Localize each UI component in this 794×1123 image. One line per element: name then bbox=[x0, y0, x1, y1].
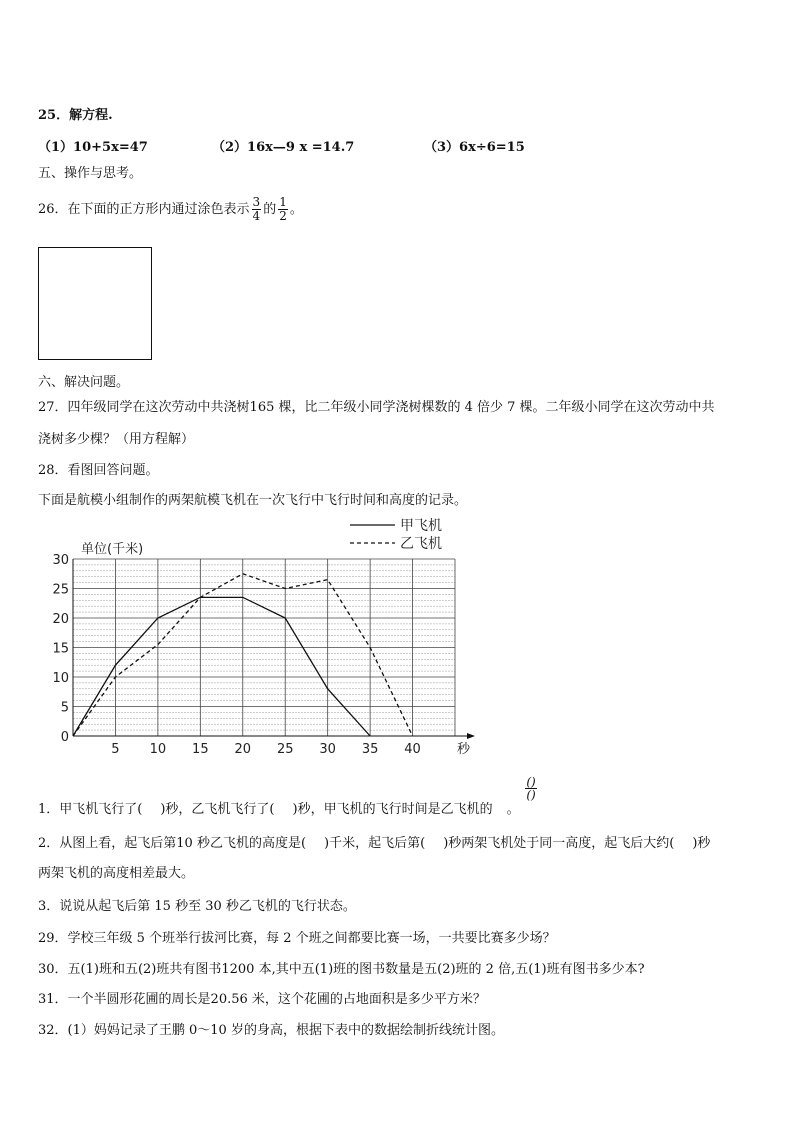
x-tick-label: 35 bbox=[361, 742, 379, 757]
q26-mid: 的 bbox=[263, 202, 277, 217]
q32: 32．(1）妈妈记录了王鹏 0～10 岁的身高，根据下表中的数据绘制折线统计图。 bbox=[38, 1023, 504, 1038]
q28-sub-2-part-d: )秒 bbox=[692, 836, 711, 851]
legend-label: 甲飞机 bbox=[400, 518, 442, 534]
fraction-numerator: 3 bbox=[252, 195, 261, 209]
q26-text bbox=[38, 196, 303, 223]
q28-sub-2-part-b: )千米，起飞后第( bbox=[324, 836, 426, 851]
coloring-square bbox=[38, 247, 152, 360]
x-axis-label: 秒 bbox=[457, 742, 471, 757]
x-tick-label: 25 bbox=[276, 742, 294, 757]
y-tick-label: 0 bbox=[60, 730, 69, 745]
blank-fraction-numerator: () bbox=[526, 775, 536, 789]
q25-title: 25．解方程. bbox=[38, 108, 113, 123]
fraction-three-quarters bbox=[252, 196, 262, 223]
q27-line-2: 浇树多少棵？（用方程解） bbox=[38, 432, 195, 447]
q25-equation-1: （1）10+5x=47 bbox=[38, 140, 148, 155]
q28-sub-1 bbox=[38, 798, 520, 817]
x-axis-arrow bbox=[467, 733, 475, 739]
y-tick-label: 20 bbox=[52, 612, 69, 627]
blank-fraction bbox=[525, 776, 537, 801]
fraction-denominator: 4 bbox=[252, 209, 261, 223]
flight-chart bbox=[40, 515, 490, 765]
q25-equation-3: （3）6x÷6=15 bbox=[424, 140, 525, 155]
y-tick-label: 5 bbox=[60, 700, 69, 716]
q28-sub-1-end: 。 bbox=[506, 802, 520, 817]
fraction-numerator: 1 bbox=[279, 195, 287, 209]
y-tick-label: 25 bbox=[52, 582, 69, 598]
q28-title: 28．看图回答问题。 bbox=[38, 463, 159, 478]
q29: 29．学校三年级 5 个班举行拔河比赛，每 2 个班之间都要比赛一场，一共要比赛多少场？ bbox=[38, 931, 556, 946]
q28-sub-2-line-1 bbox=[38, 832, 710, 851]
x-tick-label: 5 bbox=[111, 742, 120, 757]
blank-fraction-denominator: () bbox=[526, 788, 536, 802]
q26-prefix: 26．在下面的正方形内通过涂色表示 bbox=[38, 202, 250, 217]
q31: 31．一个半圆形花圃的周长是20.56 米，这个花圃的占地面积是多少平方米？ bbox=[38, 992, 486, 1007]
x-tick-label: 30 bbox=[319, 742, 336, 757]
y-tick-label: 30 bbox=[52, 553, 69, 568]
fraction-denominator: 2 bbox=[279, 209, 287, 223]
q28-sub-3: 3．说说从起飞后第 15 秒至 30 秒乙飞机的飞行状态。 bbox=[38, 899, 356, 914]
section-5-heading: 五、操作与思考。 bbox=[38, 166, 143, 181]
q28-sub-1-part-b: )秒，乙飞机飞行了( bbox=[160, 802, 275, 817]
legend-label: 乙飞机 bbox=[400, 536, 442, 552]
y-tick-label: 10 bbox=[52, 671, 69, 686]
x-tick-label: 20 bbox=[234, 742, 252, 757]
q28-sub-2-part-c: )秒两架飞机处于同一高度，起飞后大约( bbox=[443, 836, 675, 851]
x-tick-label: 40 bbox=[404, 742, 421, 757]
q25-equation-2: （2）16x—9 x =14.7 bbox=[212, 140, 355, 155]
q28-sub-1-part-a: 1．甲飞机飞行了( bbox=[38, 802, 143, 817]
q28-sub-1-part-c: )秒，甲飞机的飞行时间是乙飞机的 bbox=[292, 802, 493, 817]
q28-sub-2-part-a: 2．从图上看，起飞后第10 秒乙飞机的高度是( bbox=[38, 836, 307, 851]
y-tick-label: 15 bbox=[52, 641, 69, 657]
y-axis-label: 单位(千米) bbox=[81, 542, 144, 557]
section-6-heading: 六、解决问题。 bbox=[38, 375, 130, 390]
fraction-one-half bbox=[278, 196, 288, 223]
q27-line-1: 27．四年级同学在这次劳动中共浇树165 棵，比二年级小同学浇树棵数的 4 倍少 7 棵。二年级小同学在这次劳动中共 bbox=[38, 400, 715, 415]
x-tick-label: 15 bbox=[192, 742, 209, 757]
q26-suffix: 。 bbox=[289, 202, 303, 217]
q28-sub-2-line-2: 两架飞机的高度相差最大。 bbox=[38, 866, 195, 881]
q30: 30．五(1)班和五(2)班共有图书1200 本,其中五(1)班的图书数量是五(2)班的 2 倍,五(1)班有图书多少本? bbox=[38, 962, 645, 977]
x-tick-label: 10 bbox=[149, 742, 167, 757]
q28-intro: 下面是航模小组制作的两架航模飞机在一次飞行中飞行时间和高度的记录。 bbox=[38, 493, 468, 508]
